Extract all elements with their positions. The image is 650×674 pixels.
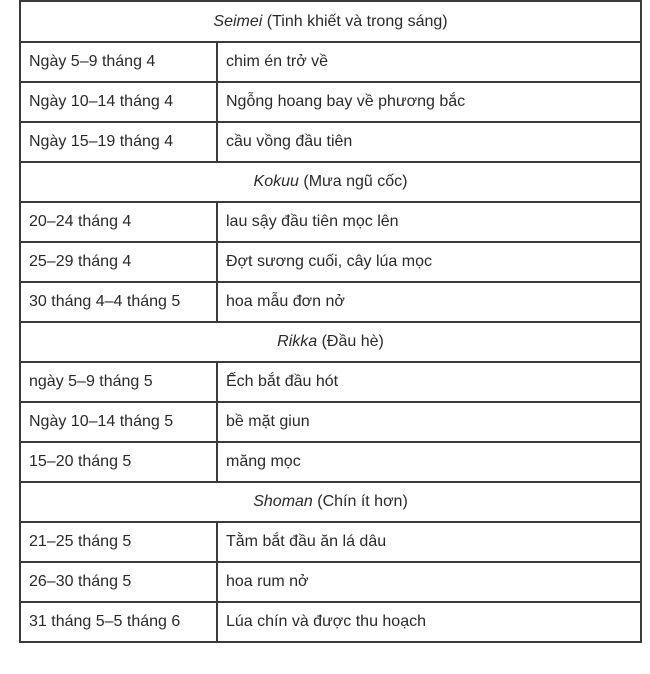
- event-cell: Ếch bắt đầu hót: [217, 362, 641, 402]
- section-header-row: [20, 482, 641, 522]
- section-name: Kokuu: [253, 173, 299, 190]
- event-cell: Đợt sương cuối, cây lúa mọc: [217, 242, 641, 282]
- section-header: [20, 482, 641, 522]
- table-row: [20, 122, 641, 162]
- event-cell: bề mặt giun: [217, 402, 641, 442]
- table-row: [20, 202, 641, 242]
- table-row: [20, 362, 641, 402]
- date-cell: 31 tháng 5–5 tháng 6: [20, 602, 217, 642]
- seasons-table: [19, 0, 642, 643]
- event-cell: cầu vồng đầu tiên: [217, 122, 641, 162]
- table-row: [20, 602, 641, 642]
- section-meaning: (Chín ít hơn): [312, 493, 408, 510]
- section-header-row: [20, 162, 641, 202]
- event-cell: hoa mẫu đơn nở: [217, 282, 641, 322]
- table-row: [20, 442, 641, 482]
- section-meaning: (Đầu hè): [317, 333, 384, 350]
- event-cell: Ngỗng hoang bay về phương bắc: [217, 82, 641, 122]
- event-cell: chim én trở về: [217, 42, 641, 82]
- date-cell: Ngày 10–14 tháng 5: [20, 402, 217, 442]
- date-cell: 15–20 tháng 5: [20, 442, 217, 482]
- section-header-row: [20, 1, 641, 42]
- event-cell: hoa rum nở: [217, 562, 641, 602]
- date-cell: ngày 5–9 tháng 5: [20, 362, 217, 402]
- table-row: [20, 562, 641, 602]
- table-row: [20, 242, 641, 282]
- date-cell: 30 tháng 4–4 tháng 5: [20, 282, 217, 322]
- section-name: Shoman: [253, 493, 313, 510]
- section-header: [20, 1, 641, 42]
- event-cell: lau sậy đầu tiên mọc lên: [217, 202, 641, 242]
- section-header-row: [20, 322, 641, 362]
- event-cell: măng mọc: [217, 442, 641, 482]
- date-cell: Ngày 5–9 tháng 4: [20, 42, 217, 82]
- date-cell: 25–29 tháng 4: [20, 242, 217, 282]
- section-name: Seimei: [213, 12, 263, 30]
- date-cell: 26–30 tháng 5: [20, 562, 217, 602]
- date-cell: Ngày 15–19 tháng 4: [20, 122, 217, 162]
- table-row: [20, 402, 641, 442]
- section-meaning: (Tinh khiết và trong sáng): [262, 12, 448, 30]
- event-cell: Lúa chín và được thu hoạch: [217, 602, 641, 642]
- event-cell: Tằm bắt đầu ăn lá dâu: [217, 522, 641, 562]
- section-header: [20, 162, 641, 202]
- section-name: Rikka: [277, 333, 318, 350]
- table-row: [20, 522, 641, 562]
- table-row: [20, 42, 641, 82]
- table-row: [20, 82, 641, 122]
- section-header: [20, 322, 641, 362]
- section-meaning: (Mưa ngũ cốc): [298, 173, 408, 190]
- date-cell: 20–24 tháng 4: [20, 202, 217, 242]
- table-row: [20, 282, 641, 322]
- date-cell: Ngày 10–14 tháng 4: [20, 82, 217, 122]
- date-cell: 21–25 tháng 5: [20, 522, 217, 562]
